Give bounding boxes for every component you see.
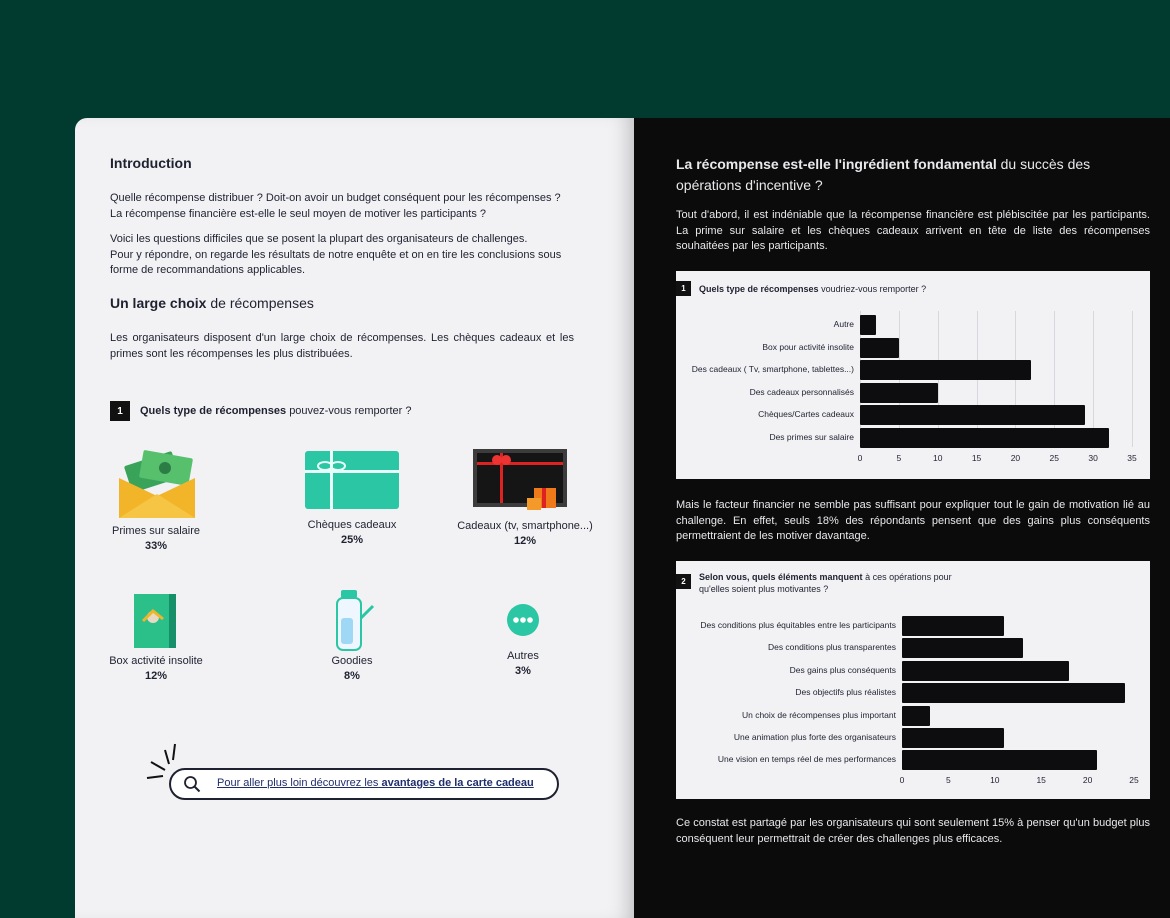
intro-paragraph-2 bbox=[110, 232, 600, 279]
reward-label-0: Primes sur salaire bbox=[111, 525, 201, 537]
left-page bbox=[75, 118, 635, 918]
chart-2-category-label: Des objectifs plus réalistes bbox=[795, 687, 896, 698]
cta-bold: avantages de la carte cadeau bbox=[381, 777, 534, 789]
choice-title bbox=[110, 295, 314, 311]
reward-value-2: 12% bbox=[513, 535, 537, 547]
question-1-title-bold: Quels type de récompenses bbox=[140, 405, 287, 417]
chart-1-category-label: Autre bbox=[833, 319, 854, 329]
chart-1-bar bbox=[860, 315, 876, 335]
money-envelope-icon bbox=[117, 448, 197, 525]
chart-1-tick-label: 25 bbox=[1049, 452, 1060, 463]
chart-1-category-label: Box pour activité insolite bbox=[762, 341, 854, 352]
choice-title-bold: Un large choix bbox=[110, 295, 207, 311]
chart-1-title-rest: voudriez-vous remporter ? bbox=[821, 284, 927, 294]
cta-text[interactable] bbox=[217, 777, 534, 789]
reward-value-0: 33% bbox=[144, 540, 168, 552]
chart-1-bar bbox=[860, 360, 1031, 380]
chart-1-tick-label: 5 bbox=[896, 452, 902, 463]
reward-label-1: Chèques cadeaux bbox=[307, 519, 397, 531]
cta-prefix: Pour aller plus loin découvrez les bbox=[217, 777, 379, 789]
intro-p1-line2: La récompense financière est-elle le seul moyen de motiver les participants ? bbox=[110, 207, 487, 220]
chart-2-bar bbox=[902, 706, 930, 726]
chart-2 bbox=[676, 561, 1150, 799]
chart-2-bar bbox=[902, 683, 1125, 703]
chart-2-category-label: Une vision en temps réel de mes performances bbox=[717, 754, 896, 765]
chart-1-tick-label: 20 bbox=[1010, 452, 1021, 463]
chart-1-bar bbox=[860, 428, 1109, 448]
gift-card-icon bbox=[304, 450, 400, 517]
chart-2-category-label: Une animation plus forte des organisateurs bbox=[733, 732, 896, 742]
tv-gift-icon bbox=[472, 448, 570, 519]
reward-value-3: 12% bbox=[144, 670, 168, 682]
water-bottle-icon bbox=[327, 588, 377, 657]
intro-paragraph-1 bbox=[110, 191, 600, 222]
reward-value-4: 8% bbox=[344, 670, 360, 682]
chart-1-tick-label: 35 bbox=[1127, 452, 1137, 463]
chart-1-bar bbox=[860, 405, 1085, 425]
right-title-rest-2: opérations d'incentive ? bbox=[676, 177, 823, 193]
chart-1-gridline bbox=[1093, 311, 1094, 447]
chart-2-tick-label: 25 bbox=[1129, 774, 1139, 785]
chart-1-tick-label: 10 bbox=[932, 452, 943, 463]
intro-p2-line1: Voici les questions difficiles que se posent la plupart des organisateurs de challenges. bbox=[110, 233, 528, 245]
right-page bbox=[634, 118, 1170, 918]
reward-label-2: Cadeaux (tv, smartphone...) bbox=[457, 520, 593, 532]
chart-2-category-label: Un choix de récompenses plus important bbox=[741, 709, 896, 720]
activity-box-icon bbox=[133, 593, 179, 654]
chart-1-tick-label: 30 bbox=[1088, 452, 1098, 463]
question-1-title-rest: pouvez-vous remporter ? bbox=[289, 405, 412, 417]
reward-label-5: Autres bbox=[507, 650, 539, 662]
chart-2-badge: 2 bbox=[676, 574, 691, 589]
gift-card-advantages-link[interactable] bbox=[169, 768, 559, 800]
chart-1-category-label: Des cadeaux personnalisés bbox=[749, 386, 854, 397]
right-paragraph-3: Ce constat est partagé par les organisateurs qui sont seulement 15% à penser qu'un budget plus conséquent leur permettrait de créer des challenges plus efficaces. bbox=[676, 817, 1150, 845]
chart-2-bar bbox=[902, 728, 1004, 748]
chart-2-title-rest-1: à ces opérations pour bbox=[865, 572, 952, 582]
chart-1-plot bbox=[676, 271, 1150, 479]
question-1-title bbox=[140, 405, 411, 417]
chart-1-category-label: Des primes sur salaire bbox=[769, 432, 854, 442]
chart-2-tick-label: 10 bbox=[990, 774, 1000, 785]
right-title bbox=[676, 154, 1116, 196]
intro-title: Introduction bbox=[110, 155, 192, 171]
chart-2-category-label: Des conditions plus transparentes bbox=[767, 642, 896, 653]
chart-1-gridline bbox=[1054, 311, 1055, 447]
chart-2-title-bold: Selon vous, quels éléments manquent bbox=[699, 572, 863, 582]
chart-2-tick-label: 5 bbox=[946, 774, 951, 785]
question-1-badge: 1 bbox=[110, 401, 130, 421]
chart-1-bar bbox=[860, 338, 899, 358]
reward-value-1: 25% bbox=[340, 534, 364, 546]
chart-1 bbox=[676, 271, 1150, 479]
right-title-bold: La récompense est-elle l'ingrédient fondamental bbox=[676, 156, 997, 172]
search-icon bbox=[183, 775, 201, 798]
chart-1-tick-label: 15 bbox=[971, 452, 982, 463]
right-paragraph-1: Tout d'abord, il est indéniable que la récompense financière est plébiscitée par les participants. La prime sur salaire et les chèques cadeaux arrivent en tête de liste des récompenses souhaitées par les participants. bbox=[676, 209, 1150, 252]
chart-2-title-rest-2: qu'elles soient plus motivantes ? bbox=[699, 584, 829, 594]
chart-1-category-label: Chèques/Cartes cadeaux bbox=[758, 409, 854, 420]
chart-1-badge: 1 bbox=[676, 281, 691, 296]
choice-title-rest: de récompenses bbox=[210, 295, 314, 311]
right-paragraph-2: Mais le facteur financier ne semble pas suffisant pour expliquer tout le gain de motivation lié au challenge. En effet, seuls 18% des répondants pensent que des gains plus conséquents permettraient de les motiver davantage. bbox=[676, 499, 1150, 542]
chart-2-bar bbox=[902, 616, 1004, 636]
right-title-rest-1: du succès des bbox=[1000, 156, 1091, 172]
more-dots-icon bbox=[507, 604, 539, 641]
chart-2-bar bbox=[902, 750, 1097, 770]
chart-1-tick-label: 0 bbox=[857, 452, 863, 463]
chart-2-category-label: Des gains plus conséquents bbox=[789, 664, 896, 675]
chart-2-plot bbox=[676, 561, 1150, 799]
chart-1-title-bold: Quels type de récompenses bbox=[699, 284, 819, 294]
chart-1-category-label: Des cadeaux ( Tv, smartphone, tablettes...) bbox=[691, 364, 854, 375]
chart-2-tick-label: 15 bbox=[1036, 774, 1046, 785]
reward-value-5: 3% bbox=[515, 665, 531, 677]
chart-2-category-label: Des conditions plus équitables entre les participants bbox=[700, 620, 896, 630]
chart-1-gridline bbox=[1132, 311, 1133, 447]
chart-1-bar bbox=[860, 383, 938, 403]
intro-p2-line2: Pour y répondre, on regarde les résultats de notre enquête et on en tire les conclusions sous bbox=[110, 248, 562, 261]
reward-label-3: Box activité insolite bbox=[109, 655, 203, 667]
chart-2-tick-label: 20 bbox=[1082, 774, 1093, 785]
intro-p2-line3: forme de recommandations applicables. bbox=[110, 264, 306, 276]
chart-2-bar bbox=[902, 661, 1069, 681]
chart-2-bar bbox=[902, 638, 1023, 658]
reward-label-4: Goodies bbox=[331, 655, 373, 667]
intro-p1-line1: Quelle récompense distribuer ? Doit-on avoir un budget conséquent pour les récompenses ? bbox=[110, 192, 561, 204]
chart-2-tick-label: 0 bbox=[899, 774, 905, 785]
choice-body: Les organisateurs disposent d'un large choix de récompenses. Les chèques cadeaux et les primes sont les récompenses les plus distribuées. bbox=[110, 332, 574, 360]
